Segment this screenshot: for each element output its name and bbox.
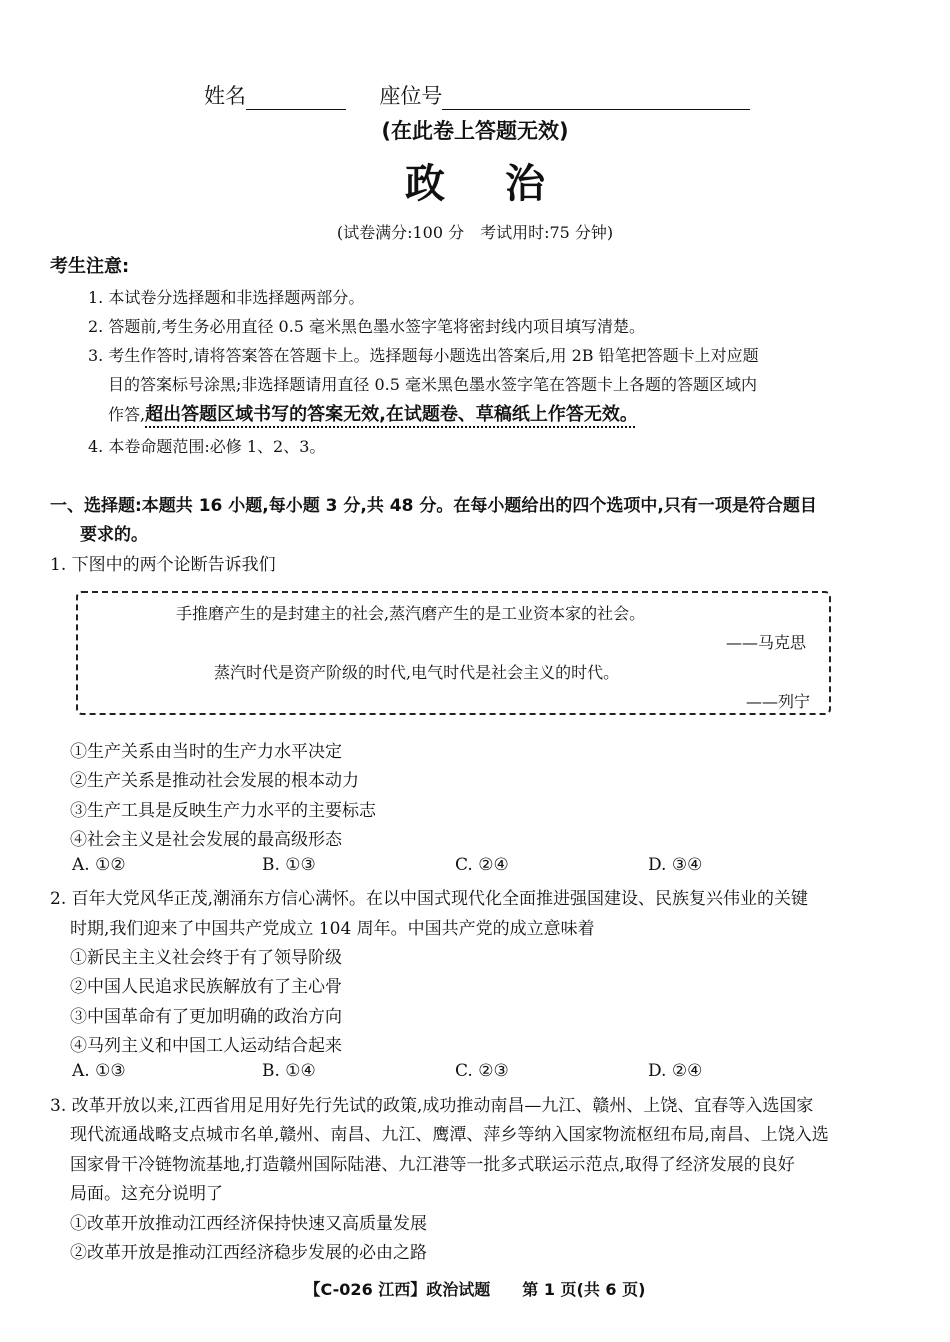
q3-option-1: ①改革开放推动江西经济保持快速又高质量发展 bbox=[70, 1214, 427, 1234]
note-3-emphasis: 超出答题区域书写的答案无效,在试题卷、草稿纸上作答无效。 bbox=[145, 404, 638, 425]
quote-lenin: 蒸汽时代是资产阶级的时代,电气时代是社会主义的时代。 bbox=[214, 663, 620, 682]
note-3: 3. 考生作答时,请将答案答在答题卡上。选择题每小题选出答案后,用 2B 铅笔把答题卡上对应题 bbox=[88, 346, 759, 365]
q1-choice-b[interactable]: B. ①③ bbox=[262, 855, 316, 875]
page-footer: 【C-026 江西】政治试题 第 1 页(共 6 页) bbox=[304, 1280, 646, 1299]
q1-choice-c[interactable]: C. ②④ bbox=[455, 855, 509, 875]
q2-choice-d[interactable]: D. ②④ bbox=[648, 1061, 703, 1081]
q2-stem-cont: 时期,我们迎来了中国共产党成立 104 周年。中国共产党的成立意味着 bbox=[70, 919, 595, 939]
name-seat-line bbox=[204, 80, 750, 110]
q2-stem: 2. 百年大党风华正茂,潮涌东方信心满怀。在以中国式现代化全面推进强国建设、民族复兴伟业的关键 bbox=[50, 889, 809, 909]
note-3-cont: 目的答案标号涂黑;非选择题请用直径 0.5 毫米黑色墨水签字笔在答题卡上各题的答题区域内 bbox=[108, 375, 758, 394]
q2-choice-b[interactable]: B. ①④ bbox=[262, 1061, 316, 1081]
name-label: 姓名 bbox=[204, 84, 246, 108]
q1-option-1: ①生产关系由当时的生产力水平决定 bbox=[70, 742, 342, 762]
q1-stem: 1. 下图中的两个论断告诉我们 bbox=[50, 555, 276, 575]
q2-choice-a[interactable]: A. ①③ bbox=[72, 1061, 126, 1081]
q3-stem-cont-2: 国家骨干冷链物流基地,打造赣州国际陆港、九江港等一批多式联运示范点,取得了经济发展的良好 bbox=[70, 1155, 795, 1175]
q3-option-2: ②改革开放是推动江西经济稳步发展的必由之路 bbox=[70, 1243, 427, 1263]
q1-choice-a[interactable]: A. ①② bbox=[72, 855, 126, 875]
q1-option-2: ②生产关系是推动社会发展的根本动力 bbox=[70, 771, 359, 791]
q2-option-4: ④马列主义和中国工人运动结合起来 bbox=[70, 1036, 342, 1056]
seat-blank[interactable] bbox=[442, 87, 750, 110]
q1-option-4: ④社会主义是社会发展的最高级形态 bbox=[70, 830, 342, 850]
note-3-end bbox=[108, 400, 638, 426]
note-3-prefix: 作答, bbox=[108, 405, 146, 424]
no-answer-notice: (在此卷上答题无效) bbox=[381, 119, 569, 143]
section-heading-cont: 要求的。 bbox=[80, 525, 148, 545]
subject-title: 政治 bbox=[405, 161, 605, 207]
q3-stem-cont-1: 现代流通战略支点城市名单,赣州、南昌、九江、鹰潭、萍乡等纳入国家物流枢纽布局,南昌、上饶入选 bbox=[70, 1125, 829, 1145]
name-blank[interactable] bbox=[246, 87, 346, 110]
notes-title: 考生注意: bbox=[50, 256, 130, 277]
section-heading: 一、选择题:本题共 16 小题,每小题 3 分,共 48 分。在每小题给出的四个选项中,只有一项是符合题目 bbox=[50, 496, 817, 516]
quote-marx: 手推磨产生的是封建主的社会,蒸汽磨产生的是工业资本家的社会。 bbox=[176, 604, 646, 623]
q1-choice-d[interactable]: D. ③④ bbox=[648, 855, 703, 875]
quote-marx-author: ——马克思 bbox=[726, 633, 807, 652]
q2-choice-c[interactable]: C. ②③ bbox=[455, 1061, 509, 1081]
q3-stem-cont-3: 局面。这充分说明了 bbox=[70, 1184, 223, 1204]
q2-option-2: ②中国人民追求民族解放有了主心骨 bbox=[70, 977, 342, 997]
note-4: 4. 本卷命题范围:必修 1、2、3。 bbox=[88, 437, 326, 456]
note-1: 1. 本试卷分选择题和非选择题两部分。 bbox=[88, 288, 365, 307]
seat-label: 座位号 bbox=[379, 84, 443, 108]
q2-option-1: ①新民主主义社会终于有了领导阶级 bbox=[70, 948, 342, 968]
exam-info: (试卷满分:100 分 考试用时:75 分钟) bbox=[336, 223, 614, 242]
note-2: 2. 答题前,考生务必用直径 0.5 毫米黑色墨水签字笔将密封线内项目填写清楚。 bbox=[88, 317, 646, 336]
q1-option-3: ③生产工具是反映生产力水平的主要标志 bbox=[70, 801, 376, 821]
q3-stem: 3. 改革开放以来,江西省用足用好先行先试的政策,成功推动南昌—九江、赣州、上饶、宜春等入选国家 bbox=[50, 1096, 814, 1116]
q2-option-3: ③中国革命有了更加明确的政治方向 bbox=[70, 1007, 342, 1027]
quote-lenin-author: ——列宁 bbox=[746, 692, 811, 711]
